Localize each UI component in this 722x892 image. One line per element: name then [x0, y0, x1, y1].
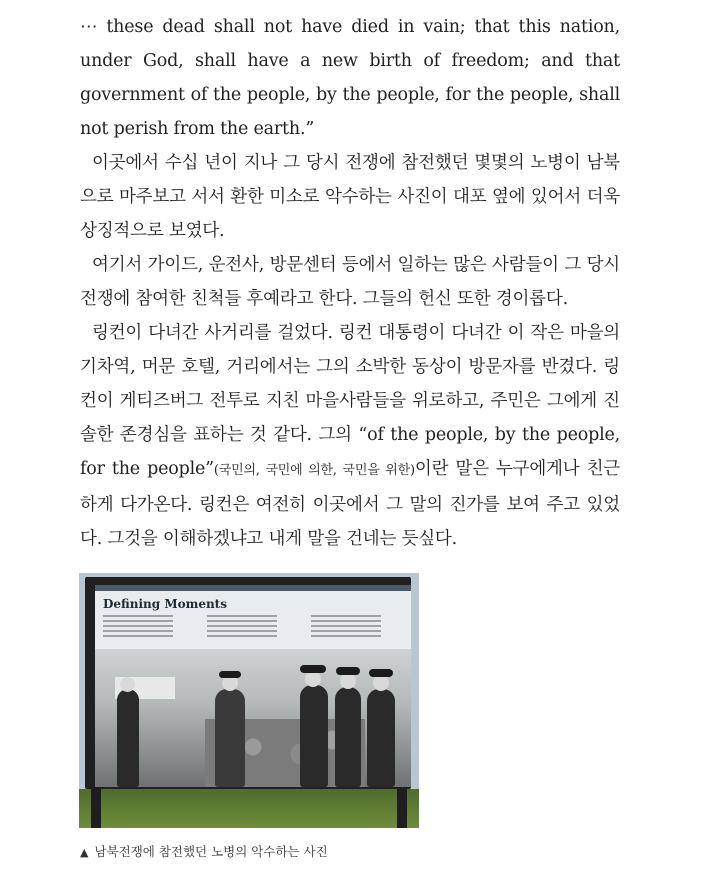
article-body: [80, 10, 620, 556]
paragraph-lincoln: [80, 316, 620, 556]
paragraph-lincoln-text: 링컨이 다녀간 사거리를 걸었다. 링컨 대통령이 다녀간 이 작은 마을의 기차역, 머문 호텔, 거리에서는 그의 소박한 동상이 방문자를 반겼다. 링컨이 게티즈버그 전투로 지친 마을사람들을 위로하고, 주민은 그에게 진솔한 존경심을 표하는 것 같다. 그의 “of the people, by the people, for the people”: [80, 323, 620, 479]
veteran-figure: [117, 689, 139, 787]
paragraph-veterans: 이곳에서 수십 년이 지나 그 당시 전쟁에 참전했던 몇몇의 노병이 남북으로 마주보고 서서 환한 미소로 악수하는 사진이 대포 옆에 있어서 더욱 상징적으로 보였다.: [80, 153, 620, 241]
sign-post: [91, 787, 101, 828]
paragraph-lincoln-gloss: (국민의, 국민에 의한, 국민을 위한): [213, 463, 415, 478]
grass: [79, 789, 419, 828]
veteran-figure: [215, 689, 245, 787]
veteran-figure: [367, 689, 395, 787]
paragraph-lincoln-text-end: 이란 말은 누구에게나 친근하게 다가온다. 링컨은 여전히 이곳에서 그 말의 진가를 보여 주고 있었다. 그것을 이해하겠냐고 내게 말을 건네는 듯싶다.: [80, 459, 620, 549]
defining-moments-photo: [79, 573, 419, 828]
sign-title: Defining Moments: [103, 597, 227, 611]
sign-frame: [85, 577, 411, 789]
sign-post: [397, 787, 407, 828]
photo-caption: [80, 842, 328, 860]
veteran-figure: [335, 687, 361, 787]
sign-board: [95, 585, 411, 787]
sign-header-bar: [95, 585, 411, 591]
veteran-figure: [300, 685, 328, 787]
caption-text: 남북전쟁에 참전했던 노병의 악수하는 사진: [94, 844, 328, 859]
historic-handshake-photo: [95, 649, 411, 787]
quote-paragraph: ⋯ these dead shall not have died in vain; that this nation, under God, shall have a new birth of freedom; and that government of the people, by the people, for the people, shall not perish from the earth.”: [80, 17, 620, 139]
paragraph-guides: 여기서 가이드, 운전사, 방문센터 등에서 일하는 많은 사람들이 그 당시 전쟁에 참여한 친척들 후예라고 한다. 그들의 헌신 또한 경이롭다.: [80, 255, 620, 309]
triangle-up-icon: ▲: [80, 846, 89, 859]
